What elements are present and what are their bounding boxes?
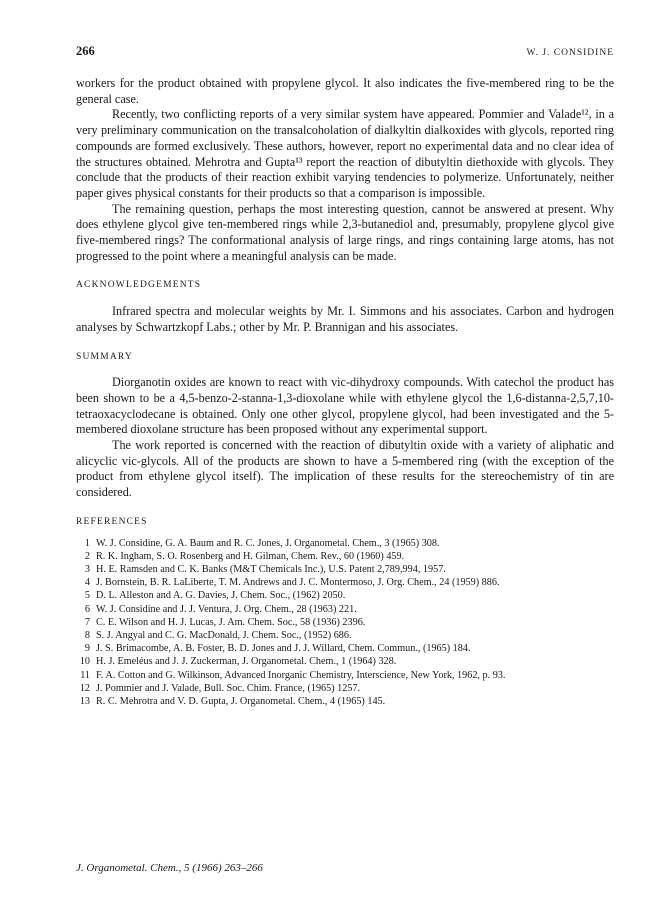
- reference-number: 6: [84, 603, 90, 615]
- references-heading: REFERENCES: [76, 516, 148, 527]
- reference-number: 11: [80, 669, 90, 681]
- reference-number: 1: [84, 537, 90, 549]
- reference-number: 4: [84, 577, 90, 589]
- reference-text: F. A. Cotton and G. Wilkinson, Advanced Inorganic Chemistry, Interscience, New York, 1962, p. 93.: [96, 669, 506, 681]
- running-head: W. J. CONSIDINE: [526, 48, 614, 58]
- reference-number: 13: [79, 696, 90, 708]
- reference-item: [76, 629, 614, 642]
- reference-text: D. L. Alleston and A. G. Davies, J. Chem. Soc., (1962) 2050.: [96, 590, 346, 602]
- reference-text: R. C. Mehrotra and V. D. Gupta, J. Organometal. Chem., 4 (1965) 145.: [96, 696, 386, 708]
- body-paragraph: Recently, two conflicting reports of a very similar system have appeared. Pommier and Valade¹², in a very preliminary communication on the transalcoholation of dialkyltin dialkoxides with glycols, reported ring compounds are formed exclusively. These authors, however, report no experimental data and no clear idea of the structures obtained. Mehrotra and Gupta¹³ report the reaction of dibutyltin diethoxide with glycols. They conclude that the products of their reaction exhibit varying tendencies to polymerize. Unfortunately, neither paper gives physical constants for their products so that a comparison is impossible.: [76, 107, 614, 200]
- reference-text: H. E. Ramsden and C. K. Banks (M&T Chemicals Inc.), U.S. Patent 2,789,994, 1957.: [96, 563, 446, 575]
- reference-item: [76, 695, 614, 708]
- reference-item: [76, 603, 614, 616]
- acknowledgements-text: Infrared spectra and molecular weights by Mr. I. Simmons and his associates. Carbon and hydrogen analyses by Schwartzkopf Labs.; other by Mr. P. Brannigan and his associates.: [76, 304, 614, 334]
- reference-text: W. J. Considine, G. A. Baum and R. C. Jones, J. Organometal. Chem., 3 (1965) 308.: [96, 537, 440, 549]
- reference-number: 10: [79, 656, 90, 668]
- reference-item: [76, 576, 614, 589]
- reference-item: [76, 550, 614, 563]
- article-body: [76, 76, 614, 708]
- reference-item: [76, 616, 614, 629]
- reference-item: [76, 589, 614, 602]
- reference-text: H. J. Emeléus and J. J. Zuckerman, J. Organometal. Chem., 1 (1964) 328.: [96, 656, 397, 668]
- reference-number: 7: [84, 616, 90, 628]
- reference-text: J. Pommier and J. Valade, Bull. Soc. Chim. France, (1965) 1257.: [96, 682, 361, 694]
- acknowledgements-heading: ACKNOWLEDGEMENTS: [76, 280, 202, 291]
- reference-text: S. J. Angyal and C. G. MacDonald, J. Chem. Soc., (1952) 686.: [96, 630, 352, 641]
- page-number: 266: [76, 44, 95, 58]
- body-paragraph: The remaining question, perhaps the most interesting question, cannot be answered at present. Why does ethylene glycol give ten-membered rings while 2,3-butanediol and, presumably, propylene glycol give five-membered rings? The conformational analysis of large rings, and rings containing large atoms, has not progressed to the point where a meaningful analysis can be made.: [76, 201, 614, 263]
- reference-number: 12: [79, 682, 90, 694]
- page-header: [76, 44, 614, 59]
- reference-list: [76, 537, 614, 709]
- reference-item: [76, 669, 614, 682]
- reference-number: 2: [84, 550, 90, 562]
- reference-text: W. J. Considine and J. J. Ventura, J. Org. Chem., 28 (1963) 221.: [96, 603, 357, 615]
- body-paragraph: workers for the product obtained with propylene glycol. It also indicates the five-membered ring to be the general case.: [76, 76, 614, 106]
- reference-number: 8: [84, 630, 90, 641]
- reference-item: [76, 642, 614, 655]
- reference-item: [76, 537, 614, 550]
- reference-text: J. S. Brimacombe, A. B. Foster, B. D. Jones and J. J. Willard, Chem. Commun., (1965) 184.: [96, 643, 471, 655]
- reference-number: 5: [84, 590, 90, 602]
- reference-number: 3: [84, 563, 90, 575]
- summary-paragraph: The work reported is concerned with the reaction of dibutyltin oxide with a variety of aliphatic and alicyclic vic-glycols. All of the products are shown to have a 5-membered ring (with the exception of the product from ethylene glycol itself). The implication of these results for the stereochemistry of tin are considered.: [76, 438, 614, 500]
- reference-text: J. Bornstein, B. R. LaLiberte, T. M. Andrews and J. C. Montermoso, J. Org. Chem., 24 (1959) 886.: [96, 577, 500, 589]
- summary-heading: SUMMARY: [76, 351, 133, 362]
- reference-text: C. E. Wilson and H. J. Lucas, J. Am. Chem. Soc., 58 (1936) 2396.: [96, 616, 366, 628]
- reference-item: [76, 682, 614, 695]
- journal-citation-footer: J. Organometal. Chem., 5 (1966) 263–266: [76, 862, 263, 874]
- summary-paragraph: Diorganotin oxides are known to react with vic-dihydroxy compounds. With catechol the product has been shown to be a 4,5-benzo-2-stanna-1,3-dioxolane while with ethylene glycol the 1,6-distanna-2,5,7,10-tetraoxacyclodecane is obtained. Only one other glycol, propylene glycol, had been investigated and the 5-membered dioxolane structure has been proposed without any experimental support.: [76, 375, 614, 437]
- reference-item: [76, 655, 614, 668]
- reference-text: R. K. Ingham, S. O. Rosenberg and H. Gilman, Chem. Rev., 60 (1960) 459.: [96, 550, 405, 562]
- reference-number: 9: [84, 643, 90, 655]
- reference-item: [76, 563, 614, 576]
